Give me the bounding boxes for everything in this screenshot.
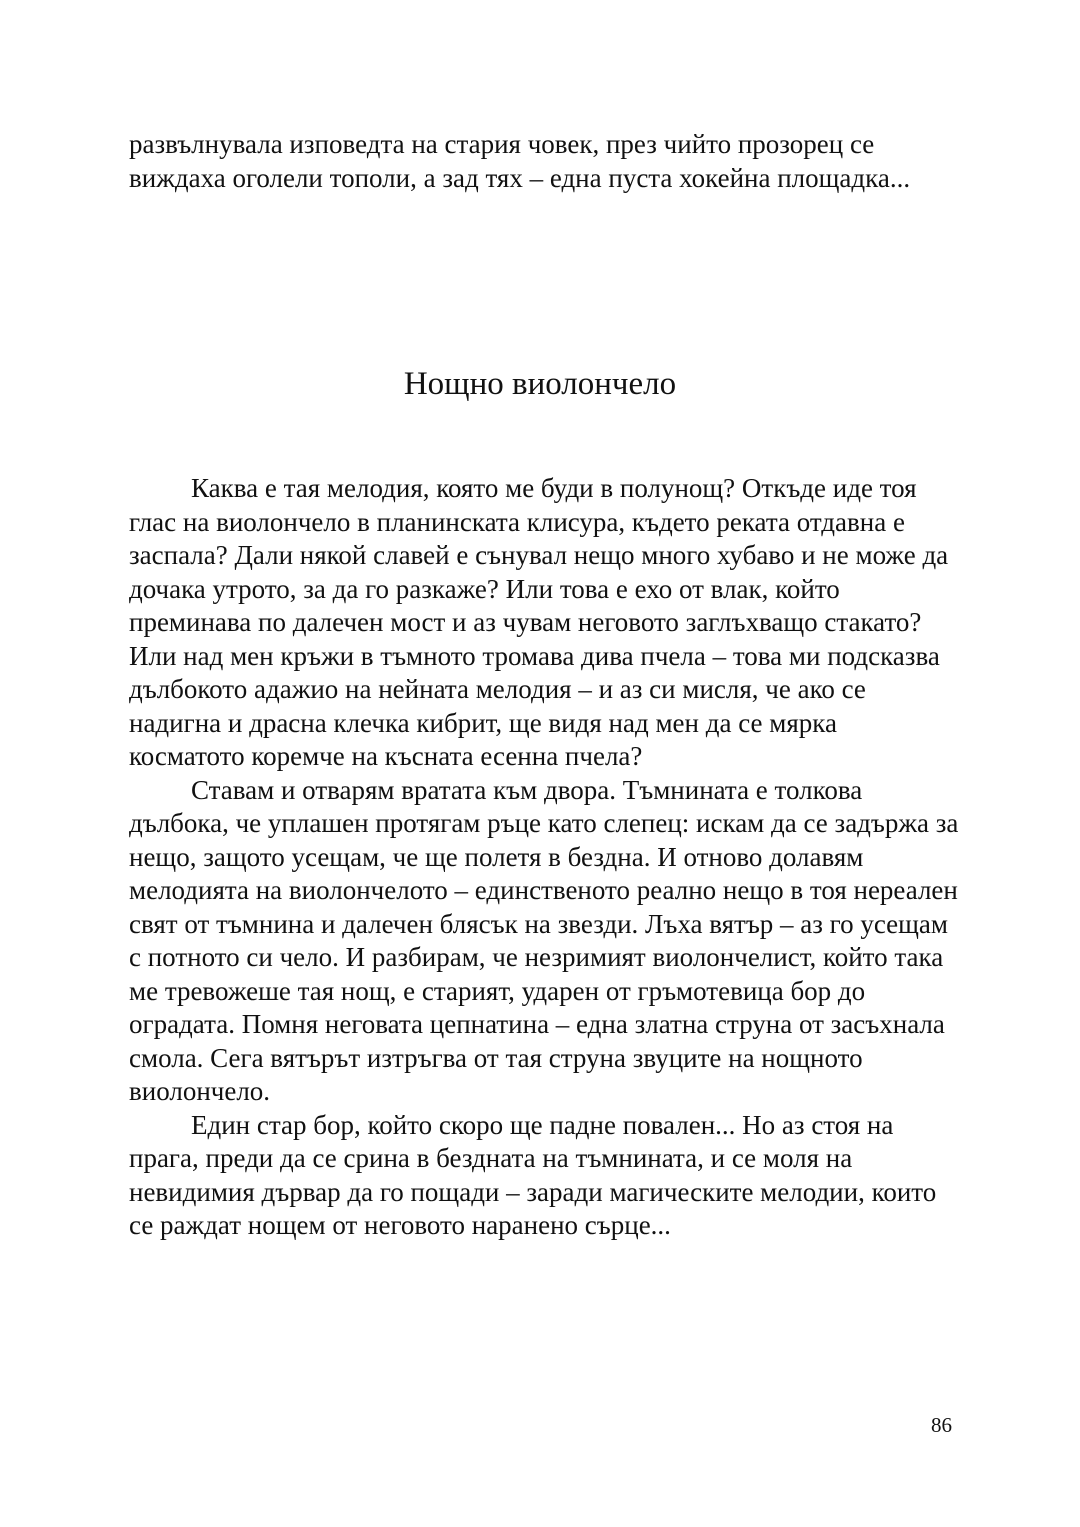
body-paragraph-2: Ставам и отварям вратата към двора. Тъмнината е толкова дълбока, че уплашен протягам ръце като слепец: искам да се задържа за нещо, защото усещам, че ще полетя в бездна. И отново долавям мелодията на виолончелото – единственото реално нещо в тоя нереален свят от тъмнина и далечен блясък на звезди. Лъха вятър – аз го усещам с потното си чело. И разбирам, че незримият виолончелист, който така ме тревожеше тая нощ, е старият, ударен от гръмотевица бор до оградата. Помня неговата цепнатина – една златна струна от засъхнала смола. Сега вятърът изтръгва от тая струна звуците на нощното виолончело. (129, 774, 959, 1106)
page-number: 86 (931, 1413, 952, 1437)
body-paragraph-1: Каква е тая мелодия, която ме буди в полунощ? Откъде иде тоя глас на виолончело в планинската клисура, където реката отдавна е заспала? Дали някой славей е сънувал нещо много хубаво и не може да дочака утрото, за да го разкаже? Или това е ехо от влак, който преминава по далечен мост и аз чувам неговото заглъхващо стакато? Или над мен кръжи в тъмното тромава дива пчела – това ми подсказва дълбокото адажио на нейната мелодия – и аз си мисля, че ако се надигна и драсна клечка кибрит, ще видя над мен да се мярка косматото коремче на късната есенна пчела? (129, 473, 949, 771)
intro-paragraph: развълнувала изповедта на стария човек, през чийто прозорец се виждаха оголели тополи, а зад тях – една пуста хокейна площадка... (129, 129, 911, 193)
chapter-body (129, 472, 959, 1243)
chapter-title: Нощно виолончело (403, 366, 677, 402)
body-paragraph-3: Един стар бор, който скоро ще падне повален... Но аз стоя на прага, преди да се срина в бездната на тъмнината, и се моля на невидимия дървар да го пощади – заради магическите мелодии, които се раждат нощем от неговото наранено сърце... (129, 1109, 937, 1240)
